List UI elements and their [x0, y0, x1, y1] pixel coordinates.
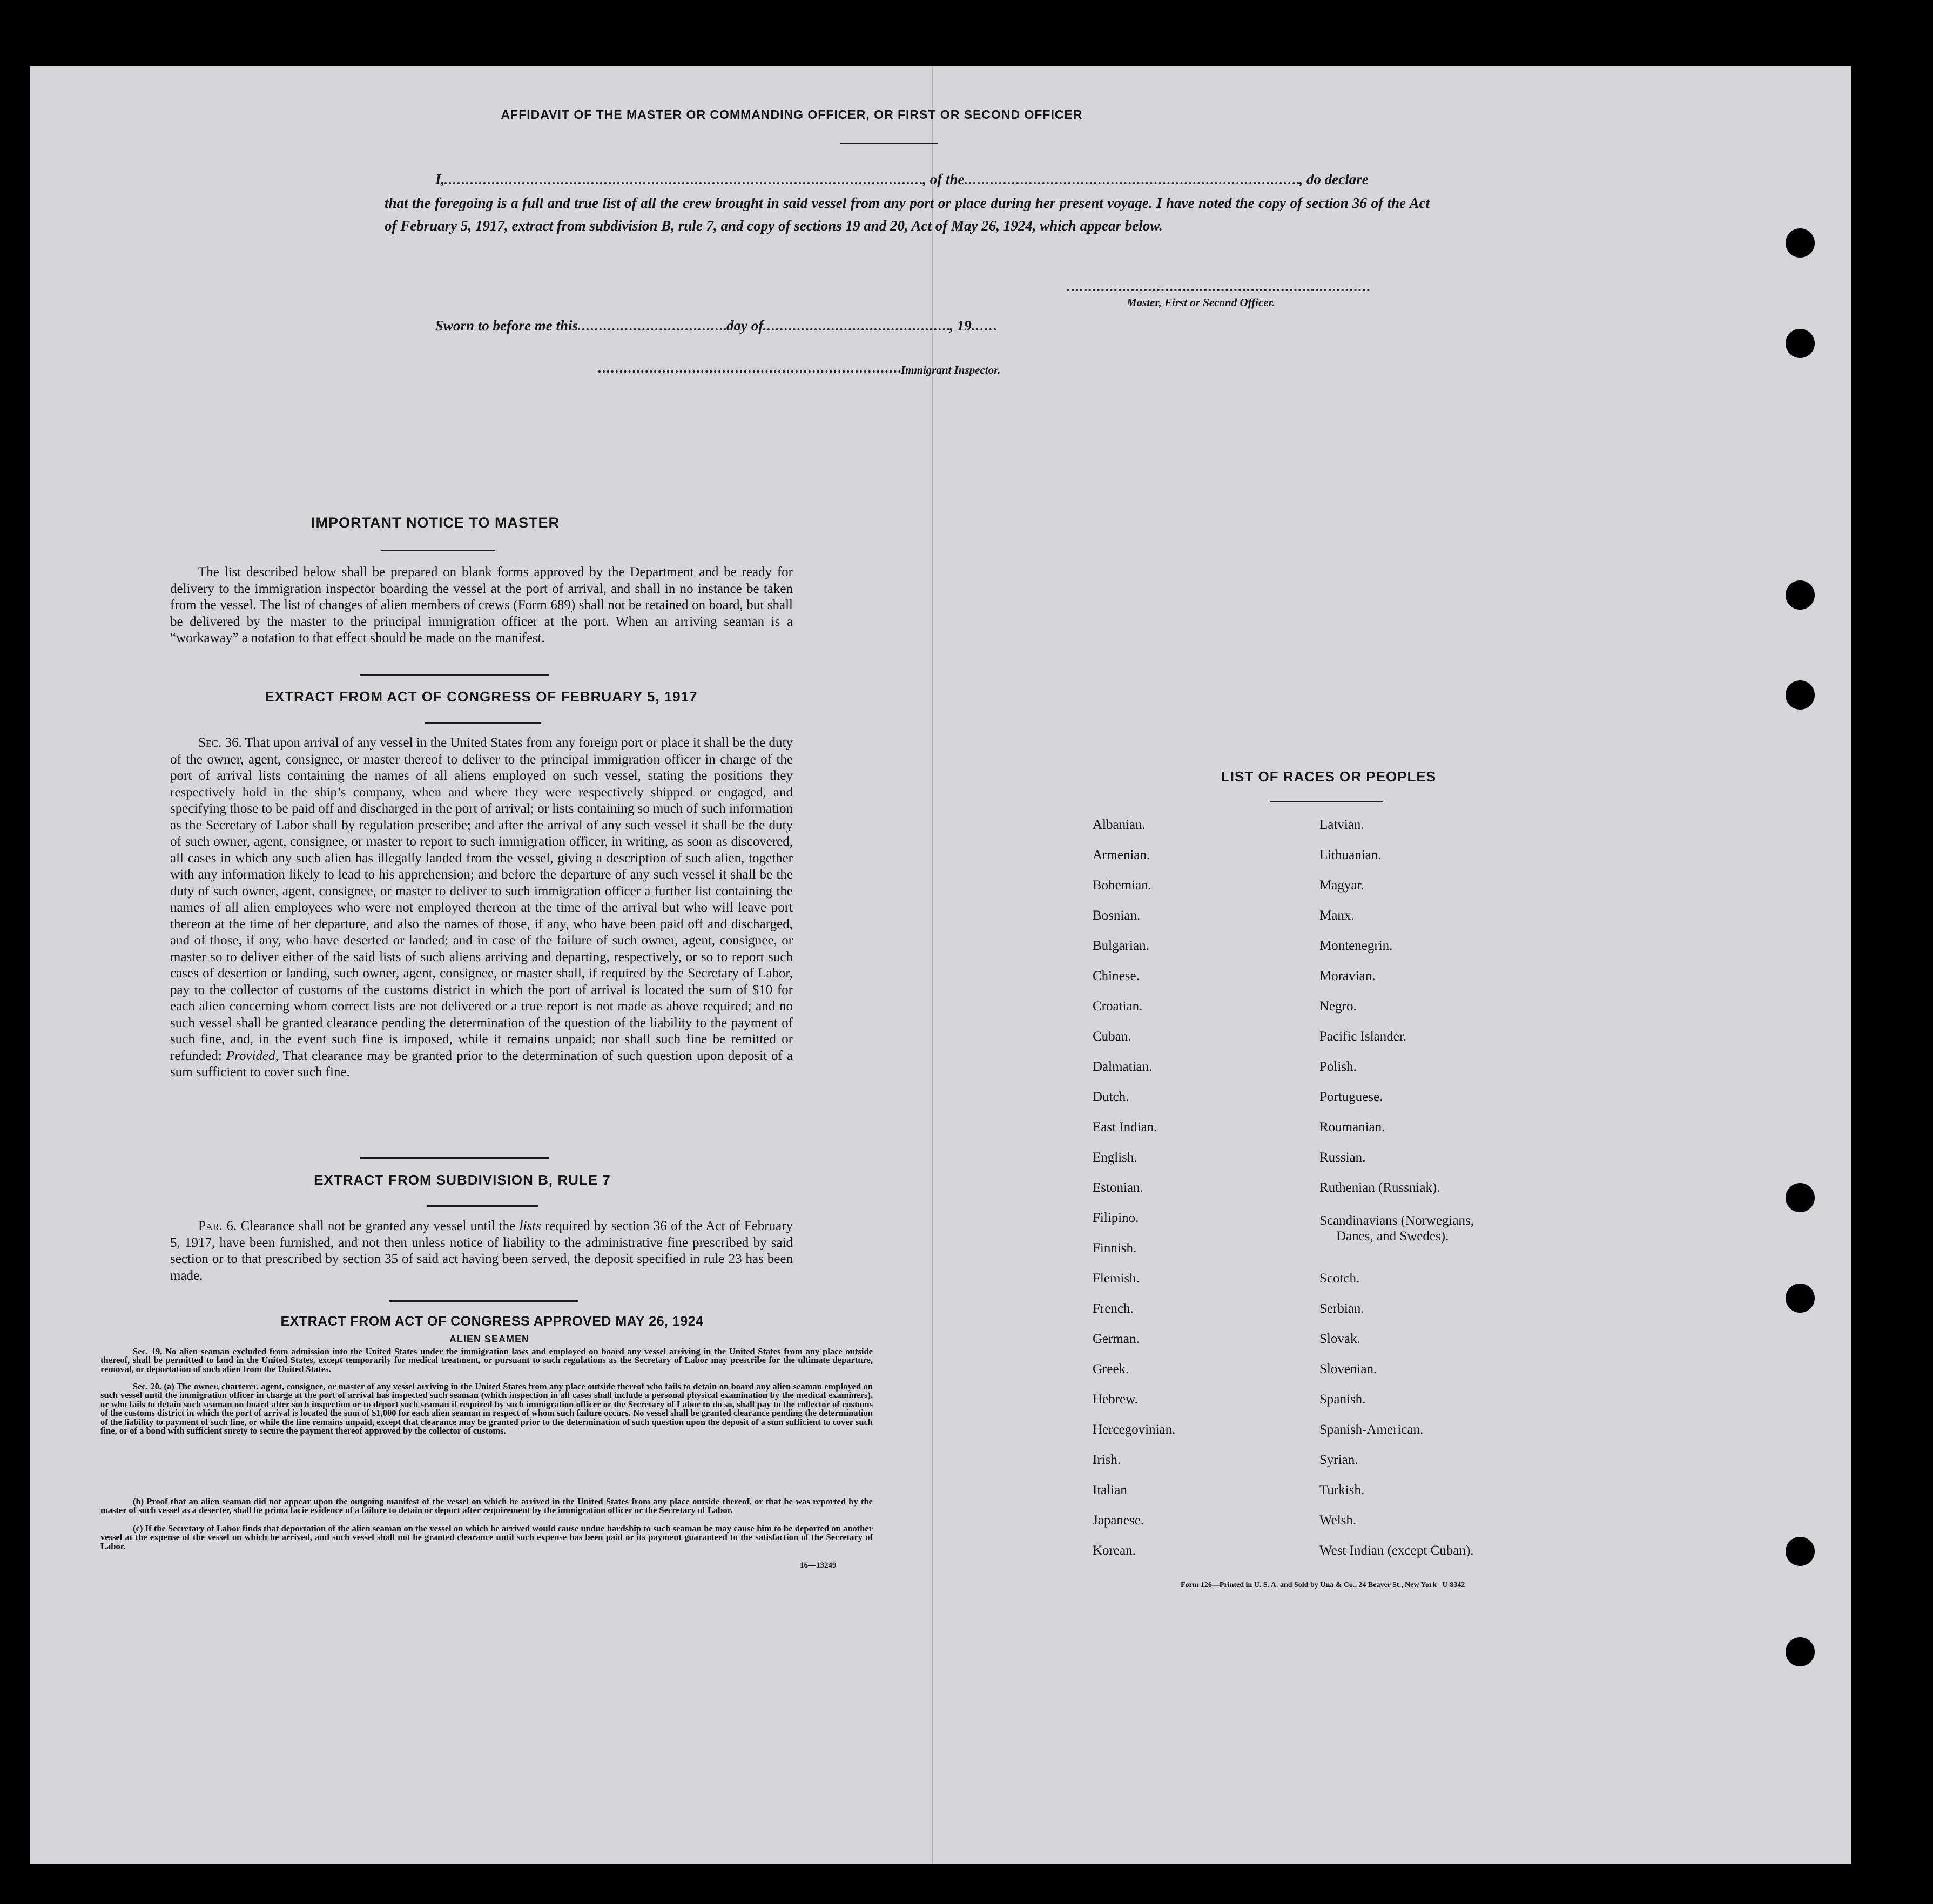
race-right-22: Turkish.	[1319, 1483, 1365, 1497]
day-of-label: day of	[726, 318, 764, 334]
race-left-5: Chinese.	[1093, 969, 1140, 983]
race-left-15: Flemish.	[1093, 1271, 1140, 1286]
race-right-0: Latvian.	[1319, 818, 1364, 832]
sworn-year-field[interactable]	[972, 328, 996, 330]
binder-hole	[1786, 1183, 1815, 1212]
vessel-name-field[interactable]	[965, 182, 1299, 184]
sec-20c-text: (c) If the Secretary of Labor finds that deportation of the alien seaman on the vessel on which he arrived would cause undue hardship to such seaman he may cause him to be deported on another vessel at the expense of the vessel on which he arrived, and such vessel shall not be granted clearance until such expense has been paid or its payment guaranteed to the satisfaction of the Secretary of Labor.	[100, 1523, 873, 1551]
sec-20b-text: (b) Proof that an alien seaman did not appear upon the outgoing manifest of the vessel on which he arrived in the United States from any place outside thereof, or that he was reported by the master of such vessel as a deserter, shall be prima facie evidence of a failure to detain or deport after requirement by the immigration officer or the Secretary of Labor.	[100, 1496, 873, 1516]
par-6-body-a: Clearance shall not be granted any vessel until the	[240, 1219, 516, 1233]
race-left-13: Filipino.	[1093, 1211, 1139, 1225]
races-title-rule	[1270, 801, 1383, 802]
race-right-8: Polish.	[1319, 1059, 1357, 1074]
sec-36-end-rule	[360, 1157, 549, 1159]
sec-36-tail: That clearance may be granted prior to the determination of such question upon deposit of a sum sufficient to cover such fine.	[170, 1048, 793, 1079]
extract-code: 16—13249	[800, 1561, 837, 1570]
sworn-line	[435, 318, 996, 334]
extract-1917-title: EXTRACT FROM ACT OF CONGRESS OF FEBRUARY 5, 1917	[265, 688, 698, 705]
race-right-19: Spanish.	[1319, 1392, 1366, 1407]
year-label: , 19	[949, 318, 972, 334]
race-right-2: Magyar.	[1319, 878, 1364, 893]
race-right-15: Scotch.	[1319, 1271, 1360, 1286]
notice-title-rule	[381, 550, 495, 551]
notice-title: IMPORTANT NOTICE TO MASTER	[311, 515, 560, 531]
master-signature-field[interactable]	[1067, 289, 1370, 291]
sworn-month-field[interactable]	[763, 328, 949, 330]
master-name-field[interactable]	[444, 182, 922, 184]
binder-hole	[1786, 228, 1815, 258]
binder-hole	[1786, 329, 1815, 358]
par-6-lists: lists	[519, 1219, 541, 1233]
race-left-21: Irish.	[1093, 1453, 1121, 1467]
sworn-day-field[interactable]	[578, 328, 726, 330]
race-right-13: Scandinavians (Norwegians,	[1319, 1213, 1474, 1228]
race-right-17: Slovak.	[1319, 1332, 1360, 1346]
race-left-17: German.	[1093, 1332, 1140, 1346]
race-right-6: Negro.	[1319, 999, 1357, 1014]
race-right-7: Pacific Islander.	[1319, 1029, 1407, 1044]
notice-text: The list described below shall be prepared on blank forms approved by the Department and be ready for delivery to the immigration inspector boarding the vessel at the port of arrival, and shall in no instance be taken from the vessel. The list of changes of alien members of crews (Form 689) shall not be retained on board, but shall be delivered by the master to the principal immigration officer at the port. When an arriving seaman is a “workaway” a notation to that effect should be made on the manifest.	[170, 565, 793, 645]
race-left-23: Japanese.	[1093, 1513, 1144, 1528]
race-left-1: Armenian.	[1093, 848, 1150, 862]
sec-36-body: That upon arrival of any vessel in the United States from any foreign port or place it shall be the duty of the owner, agent, consignee, or master thereof to deliver to the principal immigration officer in charge of the port of arrival lists containing the names of all aliens employed on such vessel, stating the positions they respectively hold in the ship’s company, when and where they were respectively shipped or engaged, and specifying those to be paid off and discharged in the port of arrival; or lists containing so much of such information as the Secretary of Labor shall by regulation prescribe; and after the arrival of any such vessel it shall be the duty of such owner, agent, consignee, or master to report to such immigration officer, in writing, as soon as discovered, all cases in which any such alien has illegally landed from the vessel, giving a description of such alien, together with any information likely to lead to his apprehension; and before the departure of any such vessel it shall be the duty of such owner, agent, consignee, or master to deliver to such immigration officer a further list containing the names of all alien employees who were not employed thereon at the time of the arrival but who will leave port thereon at the time of her departure, and also the names of those, if any, who have been paid off and discharged, and of those, if any, who have deserted or landed; and in case of the failure of such owner, agent, consignee, or master so to deliver either of the said lists of such aliens arriving and departing, respectively, or so to report such cases of desertion or landing, such owner, agent, consignee, or master shall, if required by the Secretary of Labor, pay to the collector of customs of the customs district in which the port of arrival is located the sum of $10 for each alien concerning whom correct lists are not delivered or a true report is not made as above required; and no such vessel shall be granted clearance pending the determination of the question of the liability to the payment of such fine, and, in the event such fine is imposed, while it remains unpaid; nor shall such fine be remitted or refunded:	[170, 735, 793, 1063]
race-right-3: Manx.	[1319, 908, 1355, 923]
par-6-body-b: required by section 36 of the Act of February 5, 1917, have been furnished, and not then unless notice of liability to the administrative fine prescribed by said section or to that prescribed by section 35 of said act having been served, the deposit specified in rule 23 has been made.	[170, 1219, 793, 1283]
sec-36-text	[170, 735, 793, 1081]
race-left-18: Greek.	[1093, 1362, 1129, 1376]
extract-1924-title: EXTRACT FROM ACT OF CONGRESS APPROVED MAY 26, 1924	[280, 1314, 704, 1329]
binder-hole	[1786, 1637, 1815, 1666]
race-left-20: Hercegovinian.	[1093, 1422, 1176, 1437]
race-right-5: Moravian.	[1319, 969, 1376, 983]
race-right-18: Slovenian.	[1319, 1362, 1377, 1376]
race-left-14: Finnish.	[1093, 1241, 1137, 1255]
par-6-end-rule	[389, 1300, 578, 1302]
of-the-label: , of the	[922, 171, 965, 187]
race-left-19: Hebrew.	[1093, 1392, 1138, 1407]
sec-20a-text: Sec. 20. (a) The owner, charterer, agent, consignee, or master of any vessel arriving in the United States from any place outside thereof who fails to detain on board any alien seaman employed on such vessel until the immigration officer in charge at the port of arrival has inspected such seaman (which inspection in all cases shall include a personal physical examination by the medical examiners), or who fails to detain such seaman on board after such inspection or to deport such seaman if required by such immigration officer or the Secretary of Labor to do so, shall pay to the collector of customs of the customs district in which the port of arrival is located the sum of $1,000 for each alien seaman in respect of whom such failure occurs. No vessel shall be granted clearance pending the determination of the liability to payment of such fine, or while the fine remains unpaid, except that clearance may be granted prior to the determination of such question upon the deposit of a sum sufficient to cover such fine, or of a bond with sufficient surety to secure the payment thereof approved by the collector of customs.	[100, 1381, 873, 1436]
races-title: LIST OF RACES OR PEOPLES	[1221, 768, 1437, 785]
i-label: I,	[435, 171, 445, 187]
master-signature-label: Master, First or Second Officer.	[1127, 296, 1275, 309]
page-fold	[932, 66, 933, 1864]
race-left-0: Albanian.	[1093, 818, 1146, 832]
inspector-signature-field[interactable]	[598, 370, 901, 373]
race-right-4: Montenegrin.	[1319, 939, 1393, 953]
race-right-24: West Indian (except Cuban).	[1319, 1543, 1474, 1558]
subdivision-b-title: EXTRACT FROM SUBDIVISION B, RULE 7	[314, 1172, 611, 1188]
binder-hole	[1786, 580, 1815, 610]
race-right-23: Welsh.	[1319, 1513, 1357, 1528]
race-left-7: Cuban.	[1093, 1029, 1131, 1044]
alien-seamen-subtitle: ALIEN SEAMEN	[449, 1334, 529, 1345]
extract-1917-rule	[425, 722, 541, 724]
binder-hole	[1786, 680, 1815, 710]
binder-hole	[1786, 1284, 1815, 1313]
notice-end-rule	[360, 674, 549, 676]
race-right-10: Roumanian.	[1319, 1120, 1385, 1135]
do-declare-label: , do declare	[1299, 171, 1369, 187]
race-right-1: Lithuanian.	[1319, 848, 1382, 862]
sec-36-label: Sec. 36.	[198, 735, 242, 750]
affidavit-title: AFFIDAVIT OF THE MASTER OR COMMANDING OFFICER, OR FIRST OR SECOND OFFICER	[501, 107, 1083, 121]
document-sheet	[30, 66, 1851, 1864]
sec-19-text: Sec. 19. No alien seaman excluded from admission into the United States under the immigration laws and employed on board any vessel arriving in the United States from any place outside thereof, shall be permitted to land in the United States, except temporarily for medical treatment, or pursuant to such regulations as the Secretary of Labor may prescribe for the ultimate departure, removal, or deportation of such alien from the United States.	[100, 1346, 873, 1374]
affidavit-title-rule	[840, 143, 938, 144]
race-right-20: Spanish-American.	[1319, 1422, 1424, 1437]
sec-36-provided: Provided,	[226, 1048, 279, 1063]
race-right-9: Portuguese.	[1319, 1090, 1383, 1104]
par-6-text	[170, 1218, 793, 1284]
sworn-label: Sworn to before me this	[435, 318, 578, 334]
race-right-21: Syrian.	[1319, 1453, 1358, 1467]
race-left-6: Croatian.	[1093, 999, 1143, 1014]
subdivision-b-rule	[427, 1205, 538, 1207]
race-left-22: Italian	[1093, 1483, 1127, 1497]
race-left-9: Dutch.	[1093, 1090, 1129, 1104]
race-right-16: Serbian.	[1319, 1301, 1364, 1316]
race-left-2: Bohemian.	[1093, 878, 1152, 893]
race-left-10: East Indian.	[1093, 1120, 1157, 1135]
inspector-label: Immigrant Inspector.	[901, 363, 1001, 376]
race-left-4: Bulgarian.	[1093, 939, 1149, 953]
race-left-12: Estonian.	[1093, 1180, 1143, 1195]
race-right-11: Russian.	[1319, 1150, 1366, 1165]
race-left-8: Dalmatian.	[1093, 1059, 1153, 1074]
par-6-label: Par. 6.	[198, 1219, 237, 1233]
race-left-16: French.	[1093, 1301, 1134, 1316]
race-left-11: English.	[1093, 1150, 1137, 1165]
binder-hole	[1786, 1537, 1815, 1566]
race-right-12: Ruthenian (Russniak).	[1319, 1180, 1440, 1195]
form-imprint: Form 126—Printed in U. S. A. and Sold by Una & Co., 24 Beaver St., New York U 8342	[1181, 1581, 1465, 1589]
affidavit-text: that the foregoing is a full and true list of all the crew brought in said vessel from any port or place during her present voyage. I have noted the copy of section 36 of the Act of February 5, 1917, extract from subdivision B, rule 7, and copy of sections 19 and 20, Act of May 26, 1924, which appear below.	[385, 195, 1430, 234]
affidavit-declaration-line	[435, 171, 1434, 188]
race-right-14: Danes, and Swedes).	[1336, 1229, 1449, 1244]
race-left-3: Bosnian.	[1093, 908, 1141, 923]
race-left-24: Korean.	[1093, 1543, 1136, 1558]
